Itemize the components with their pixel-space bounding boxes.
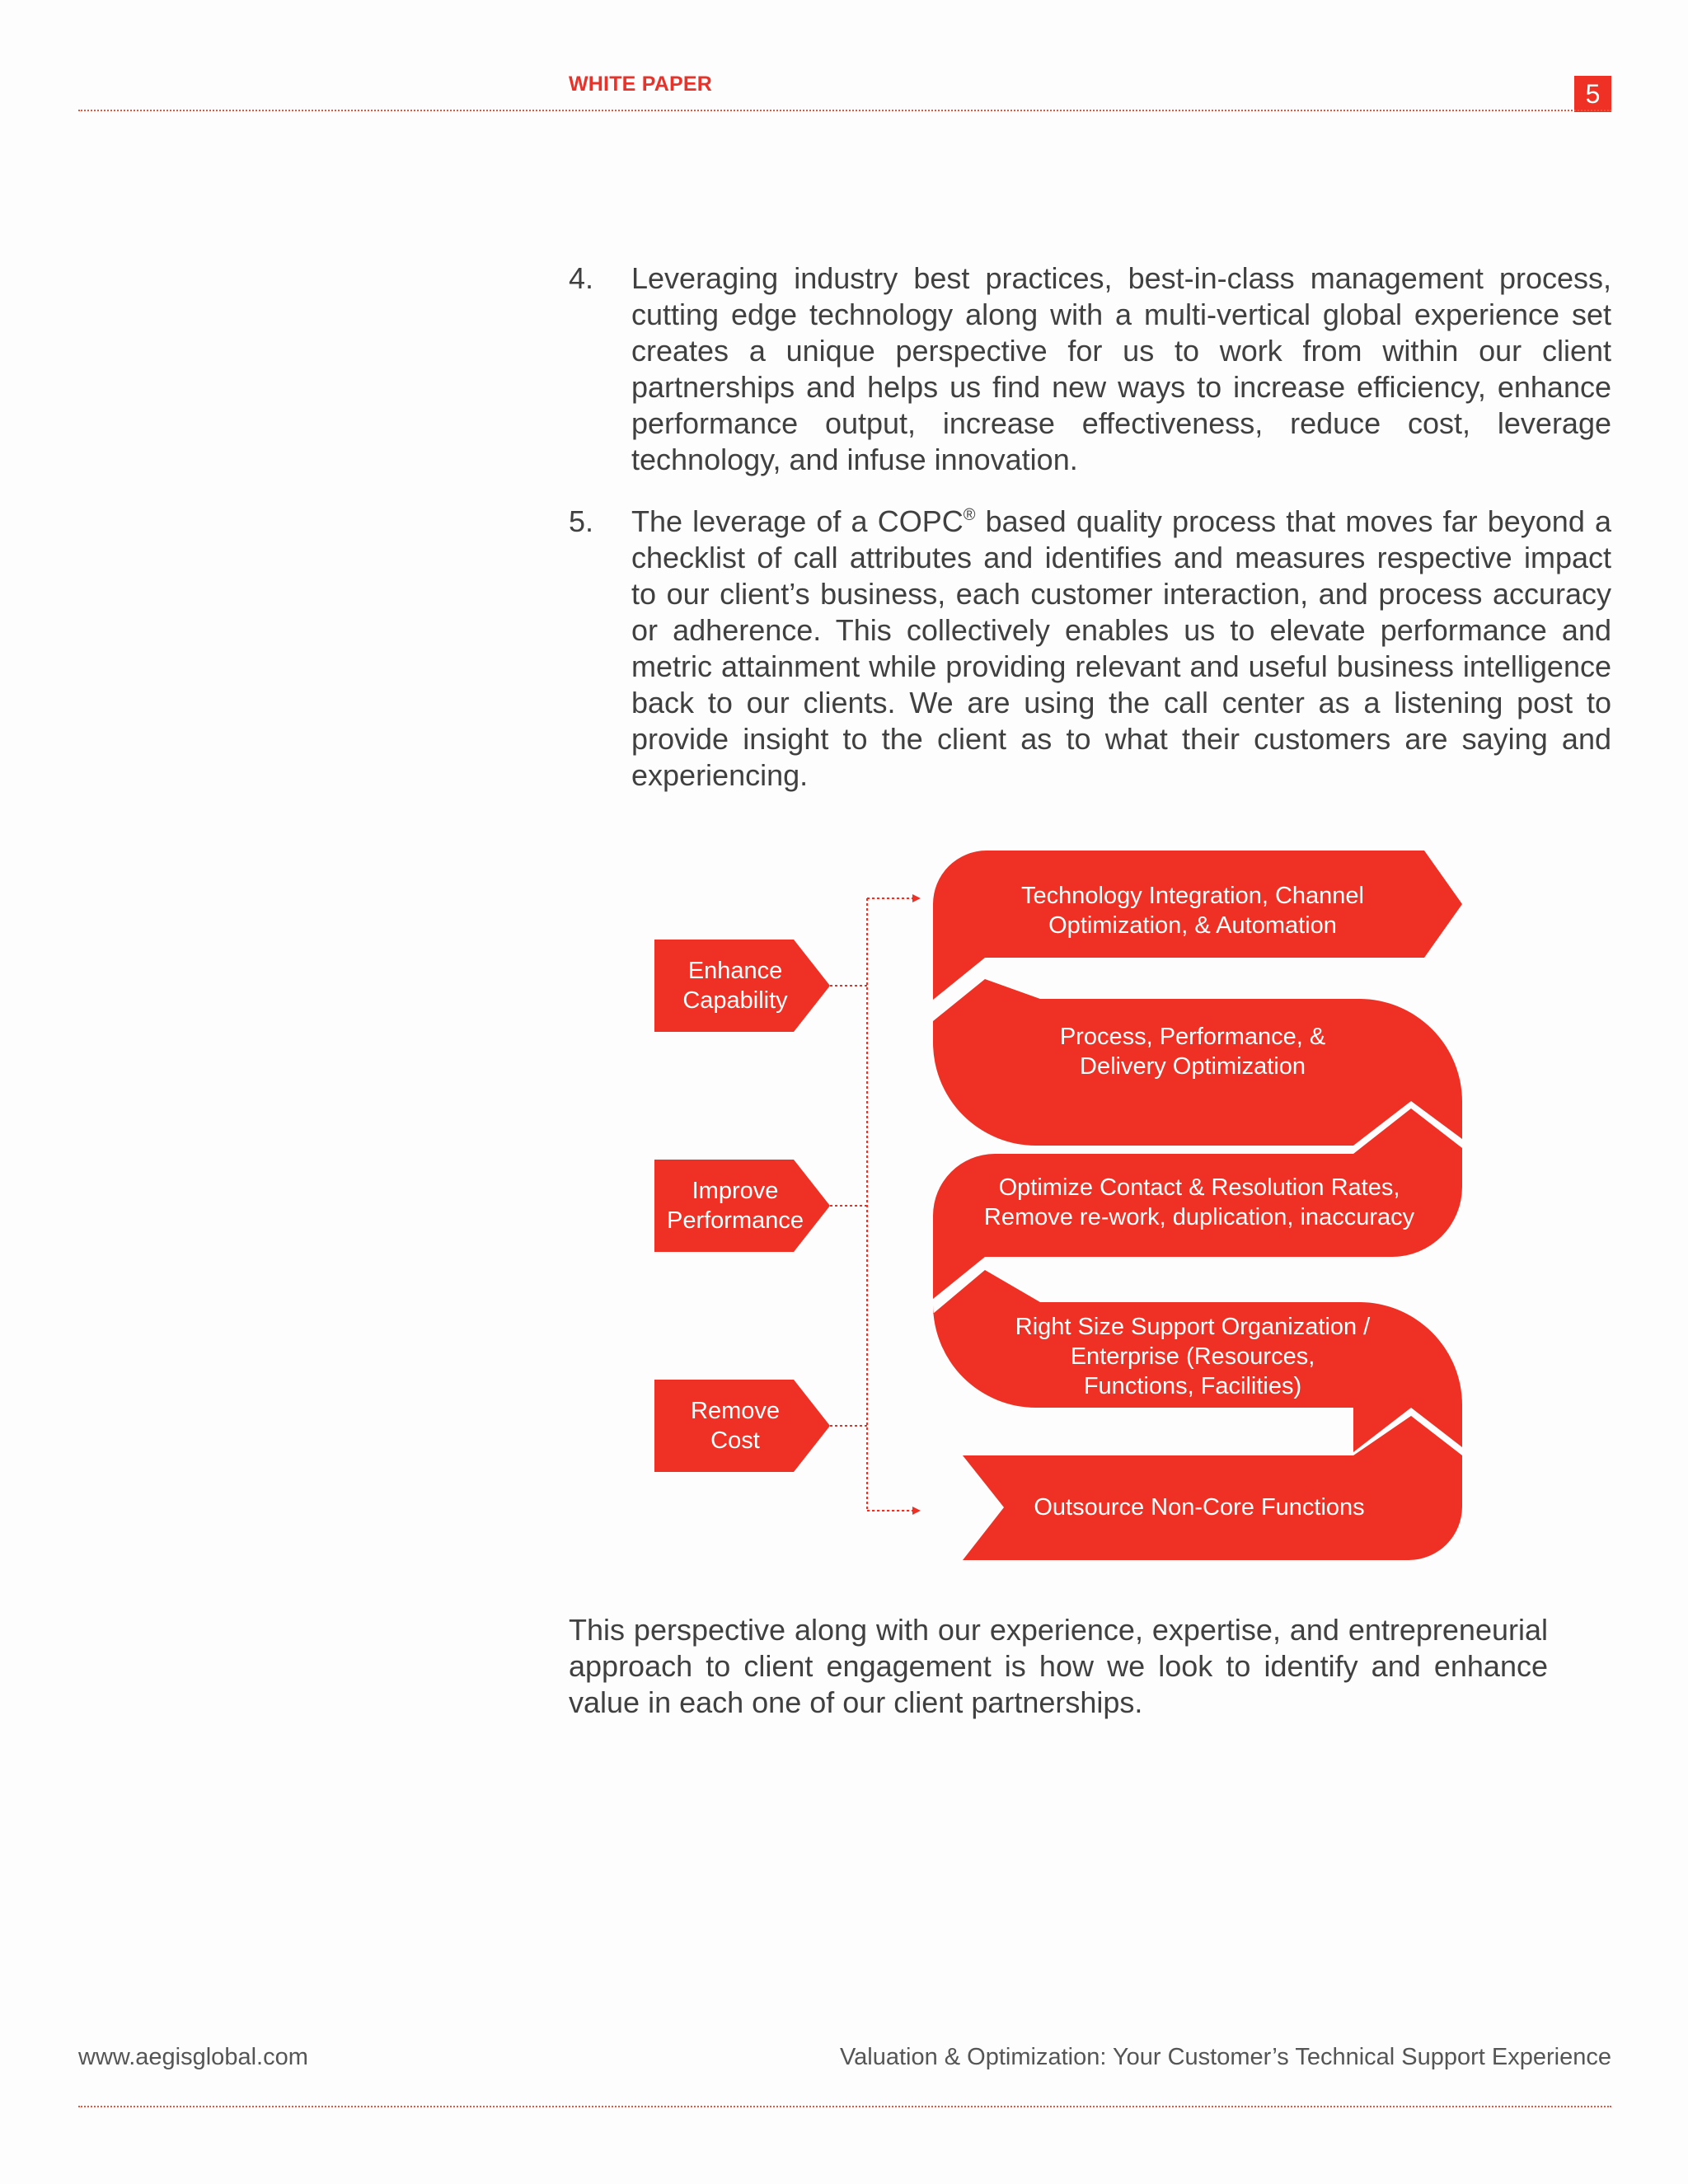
list-item-number: 5.	[569, 504, 594, 538]
goal-label-line2: Performance	[666, 1207, 804, 1234]
goal-box-improve	[654, 1160, 830, 1252]
goal-label-line2: Cost	[710, 1427, 760, 1454]
step-label: Technology Integration, Channel	[1021, 883, 1364, 909]
step-label: Optimization, & Automation	[1048, 912, 1337, 939]
header-label: WHITE PAPER	[569, 73, 712, 96]
step-band-1	[933, 851, 1462, 1000]
goal-label-line2: Capability	[682, 987, 788, 1014]
step-band-2	[933, 979, 1462, 1146]
step-label: Optimize Contact & Resolution Rates,	[998, 1174, 1400, 1201]
closing-paragraph: This perspective along with our experience, expertise, and entrepreneurial approach to client engagement is how we look to identify and enhance value in each one of our client partnerships.	[569, 1613, 1548, 1719]
step-label: Enterprise (Resources,	[1070, 1343, 1315, 1370]
step-label: Process, Performance, &	[1059, 1024, 1326, 1050]
step-label: Delivery Optimization	[1080, 1053, 1306, 1080]
goal-label-line1: Improve	[692, 1178, 779, 1204]
step-label: Remove re-work, duplication, inaccuracy	[983, 1204, 1415, 1230]
footer-website-link[interactable]: www.aegisglobal.com	[78, 2044, 308, 2070]
page-number: 5	[1574, 76, 1611, 112]
step-band-4	[933, 1270, 1462, 1452]
step-label: Right Size Support Organization /	[1015, 1314, 1371, 1340]
step-label: Outsource Non-Core Functions	[1034, 1494, 1365, 1521]
list-item-text-start: The leverage of a COPC	[631, 504, 964, 538]
connector-lines	[830, 898, 919, 1511]
list-item-text: Leveraging industry best practices, best-in-class management process, cutting edge technology along with a multi-vertical global experience set creates a unique perspective for us to work from within our client partnerships and helps us find new ways to increase efficiency, enhance performance output, increase effectiveness, reduce cost, leverage technology, and infuse innovation.	[631, 261, 1611, 476]
list-item-text-rest: based quality process that moves far beyond a checklist of call attributes and identifies and measures respective impact to our client’s business, each customer interaction, and process accuracy or adherence. This collectively enables us to elevate performance and metric attainment while providing relevant and useful business intelligence back to our clients. We are using the call center as a listening post to provide insight to the client as to what their customers are saying and experiencing.	[631, 504, 1611, 792]
step-band-5	[963, 1416, 1462, 1560]
footer-document-title: Valuation & Optimization: Your Customer’s Technical Support Experience	[839, 2044, 1611, 2070]
list-item-number: 4.	[569, 261, 594, 295]
step-label: Functions, Facilities)	[1083, 1373, 1302, 1399]
goal-label-line1: Remove	[691, 1398, 780, 1424]
registered-mark: ®	[963, 506, 976, 524]
goal-label-line1: Enhance	[687, 958, 783, 984]
goal-box-enhance	[654, 940, 830, 1032]
footer-divider	[78, 2106, 1611, 2107]
goal-box-remove	[654, 1380, 830, 1472]
